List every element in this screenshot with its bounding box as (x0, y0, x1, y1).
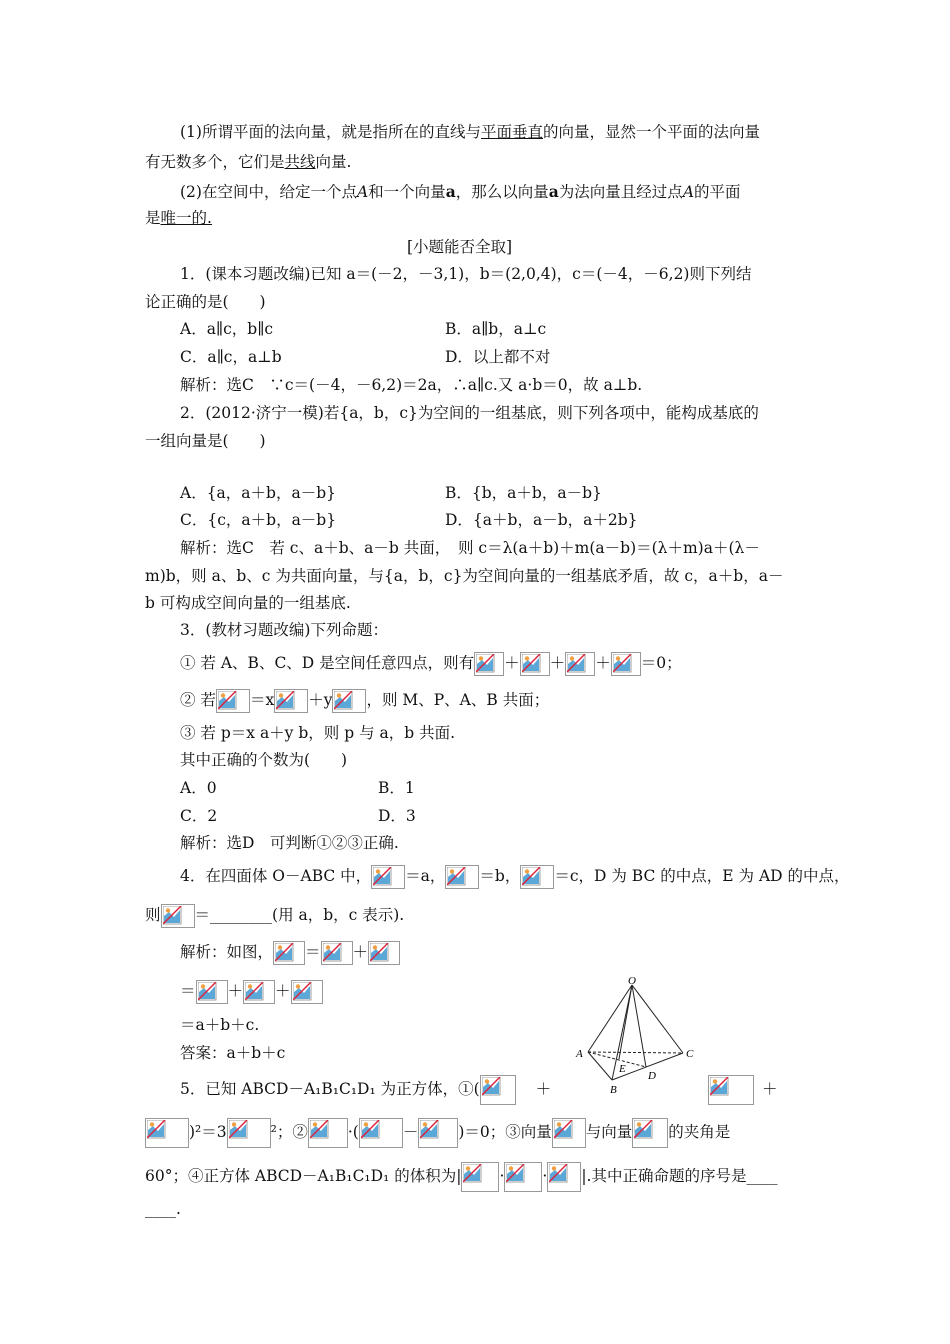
text: 的平面 (694, 183, 741, 201)
q1-option-a: A．a∥c，b∥c (180, 320, 274, 338)
q5-line4: ____. (145, 1200, 181, 1218)
edge-oc (632, 985, 683, 1053)
label-o: O (628, 975, 636, 987)
vector-image-placeholder-icon (474, 652, 504, 676)
vector-image-placeholder-icon (504, 1162, 542, 1192)
vector-image-placeholder-icon (196, 980, 228, 1004)
vector-label: a (445, 182, 456, 201)
vector-image-placeholder-icon (520, 865, 554, 889)
edge-oe (619, 985, 632, 1059)
underlined-text: 平面垂直 (480, 123, 543, 141)
text: ＋ (762, 1080, 778, 1098)
vector-image-placeholder-icon (418, 1118, 458, 1148)
plus-sign: ＋ (504, 654, 520, 672)
vector-image-placeholder-icon (611, 652, 641, 676)
q1-option-b: B．a∥b，a⊥c (445, 320, 547, 338)
q2-option-d: D．{a＋b，a－b，a＋2b} (445, 511, 638, 529)
text: )＝0；③向量 (458, 1123, 552, 1141)
q3-option-d: D．3 (378, 807, 416, 825)
intro-p1-line2 (145, 151, 351, 173)
q2-solution-line3: b 可构成空间向量的一组基底. (145, 594, 351, 612)
tetrahedron-figure (570, 975, 700, 1100)
vector-image-placeholder-icon (520, 652, 550, 676)
q5-line1-right (708, 1075, 778, 1105)
text: ＝ (305, 943, 321, 961)
text: 向量. (315, 153, 352, 171)
label-a: A (576, 1048, 583, 1060)
text: ，则 M、P、A、B 共面； (366, 691, 550, 709)
underlined-text: 共线 (284, 153, 316, 171)
vector-image-placeholder-icon (480, 1075, 516, 1105)
vector-image-placeholder-icon (547, 1162, 581, 1192)
text: ＋ (535, 1080, 552, 1098)
text: 解析：如图， (180, 943, 274, 961)
q2-solution-line1: 解析：选C 若 c、a＋b、a－b 共面， 则 c＝λ(a＋b)＋m(a－b)＝(λ＋m)a＋(λ－ (180, 539, 760, 557)
vector-image-placeholder-icon (371, 865, 405, 889)
text: 是 (145, 209, 161, 227)
text: － (402, 1123, 419, 1141)
q1-option-c: C．a∥c，a⊥b (180, 348, 282, 366)
label-b: B (610, 1084, 617, 1096)
q2-stem-line1: 2．(2012·济宁一模)若{a，b，c}为空间的一组基底，则下列各项中，能构成基底的 (180, 404, 759, 422)
q1-stem-line1: 1．(课本习题改编)已知 a＝(－2，－3,1)，b＝(2,0,4)，c＝(－4，－6,2)则下列结 (180, 265, 752, 283)
intro-p2-line1 (180, 181, 741, 203)
q4-solution-line2 (180, 980, 323, 1004)
text: 则 (145, 906, 161, 924)
edge-ab (588, 1052, 612, 1080)
label-c: C (686, 1048, 694, 1060)
underlined-text: 唯一的. (160, 209, 212, 227)
vector-image-placeholder-icon (445, 865, 479, 889)
q1-option-d: D．以上都不对 (445, 348, 551, 366)
vector-image-placeholder-icon (161, 904, 195, 928)
vector-image-placeholder-icon (708, 1075, 754, 1105)
q3-statement-2 (180, 689, 549, 713)
text: · (499, 1167, 505, 1185)
q4-solution-line3: ＝a＋b＋c. (180, 1016, 260, 1034)
q2-stem-line2: 一组向量是( ) (145, 432, 266, 450)
text: ＋ (275, 982, 291, 1000)
q4-stem-line1 (180, 865, 850, 889)
vector-image-placeholder-icon (332, 689, 366, 713)
q1-stem-line2: 论正确的是( ) (145, 293, 266, 311)
text: ＝c，D 为 BC 的中点，E 为 AD 的中点， (554, 867, 850, 885)
q3-statement-1 (180, 652, 682, 676)
vector-image-placeholder-icon (368, 941, 400, 965)
plus-sign: ＋ (549, 654, 566, 672)
text: ＝________(用 a，b，c 表示). (194, 906, 405, 924)
text: ① 若 A、B、C、D 是空间任意四点，则有 (180, 654, 475, 672)
edge-od (632, 985, 646, 1067)
text: 的夹角是 (668, 1123, 731, 1141)
vector-image-placeholder-icon (216, 689, 250, 713)
text: ，那么以向量 (455, 183, 549, 201)
point-label: A (682, 183, 695, 201)
text: |.其中正确命题的序号是____ (581, 1167, 778, 1185)
vector-image-placeholder-icon (461, 1162, 499, 1192)
intro-p2-line2 (145, 207, 212, 229)
q3-option-b: B．1 (378, 779, 415, 797)
q3-option-a: A．0 (180, 779, 217, 797)
q2-option-c: C．{c，a＋b，a－b} (180, 511, 337, 529)
q2-solution-line2: m)b，则 a、b、c 为共面向量，与{a，b，c}为空间向量的一组基底矛盾，故 c，a＋b，a－ (145, 567, 784, 585)
q4-stem-line2 (145, 904, 404, 928)
text: · (542, 1167, 548, 1185)
q3-solution: 解析：选D 可判断①②③正确. (180, 834, 399, 852)
vector-image-placeholder-icon (274, 689, 308, 713)
text: ＝0； (640, 654, 682, 672)
label-d: D (648, 1070, 656, 1082)
vector-image-placeholder-icon (565, 652, 595, 676)
text: 5．已知 ABCD－A₁B₁C₁D₁ 为正方体，①( (180, 1080, 480, 1098)
q3-stem: 3．(教材习题改编)下列命题： (180, 621, 388, 639)
text: ＝ (180, 982, 196, 1000)
text: (2)在空间中，给定一个点 (180, 183, 357, 201)
q5-line3 (145, 1162, 777, 1192)
text: ²；② (270, 1123, 308, 1141)
q4-solution-line1 (180, 941, 400, 965)
text: 的向量，显然一个平面的法向量 (542, 123, 760, 141)
text: ＋ (227, 982, 244, 1000)
text: ＝x (249, 691, 275, 709)
vector-image-placeholder-icon (273, 941, 305, 965)
q3-ask: 其中正确的个数为( ) (180, 751, 348, 769)
text: 与向量 (585, 1123, 633, 1141)
text: 60°；④正方体 ABCD－A₁B₁C₁D₁ 的体积为| (145, 1167, 462, 1185)
intro-p1-line1 (180, 121, 760, 143)
vector-label: a (548, 182, 559, 201)
vector-image-placeholder-icon (308, 1118, 348, 1148)
text: 有无数多个，它们是 (145, 153, 285, 171)
vector-image-placeholder-icon (145, 1118, 189, 1148)
vector-image-placeholder-icon (227, 1118, 271, 1148)
vector-image-placeholder-icon (291, 980, 323, 1004)
text: ＝a， (405, 867, 446, 885)
q5-line1 (180, 1075, 551, 1105)
vector-image-placeholder-icon (632, 1118, 668, 1148)
text: 为法向量且经过点 (558, 183, 683, 201)
text: ② 若 (180, 691, 216, 709)
text: )²＝3 (189, 1123, 227, 1141)
vector-image-placeholder-icon (359, 1118, 403, 1148)
q3-option-c: C．2 (180, 807, 218, 825)
point-label: A (356, 183, 369, 201)
text: 和一个向量 (368, 183, 446, 201)
edge-ac-dashed (588, 1052, 683, 1053)
text: ＋ (352, 943, 369, 961)
text: (1)所谓平面的法向量，就是指所在的直线与 (180, 123, 481, 141)
text: ＝b， (479, 867, 521, 885)
text: ·( (347, 1123, 359, 1141)
vector-image-placeholder-icon (243, 980, 275, 1004)
text: 4．在四面体 O－ABC 中， (180, 867, 372, 885)
plus-sign: ＋ (595, 654, 611, 672)
q4-answer: 答案：a＋b＋c (180, 1044, 286, 1062)
q5-line2 (145, 1118, 730, 1148)
vector-image-placeholder-icon (552, 1118, 586, 1148)
text: ＋y (308, 691, 333, 709)
q2-option-b: B．{b，a＋b，a－b} (445, 484, 602, 502)
q3-statement-3: ③ 若 p＝x a＋y b，则 p 与 a，b 共面. (180, 724, 456, 742)
q2-option-a: A．{a，a＋b，a－b} (180, 484, 336, 502)
label-e: E (619, 1063, 626, 1075)
vector-image-placeholder-icon (321, 941, 353, 965)
q1-solution: 解析：选C ∵c＝(－4，－6,2)＝2a，∴a∥c.又 a·b＝0，故 a⊥b. (180, 376, 643, 394)
section-title: [小题能否全取] (407, 238, 513, 256)
